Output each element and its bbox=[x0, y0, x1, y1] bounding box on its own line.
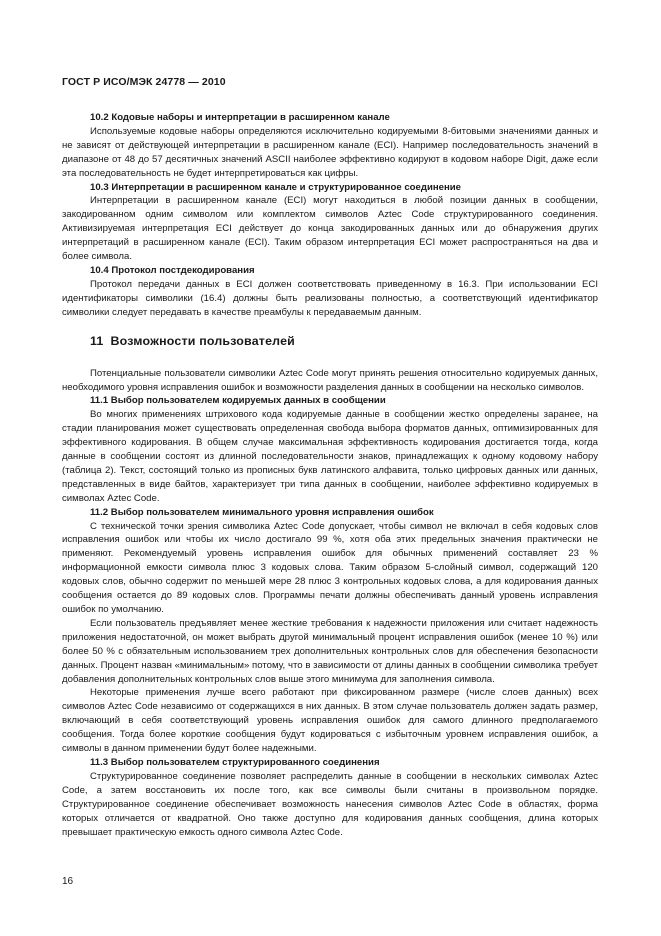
section-10-3-paragraph: Интерпретации в расширенном канале (ECI) могут находиться в любой позиции данных в сообщении, закодированном одним символом или комплектом символов Aztec Code структурированного соединения. Активизируемая интерпретация ECI действует до конца закодированных данных или до обнаружения других интерпретаций в расширенном канале (ECI). Таким образом интерпретация ECI может распространяться на два и более символа. bbox=[62, 195, 598, 263]
section-10-4-heading: 10.4 Протокол постдекодирования bbox=[90, 264, 255, 276]
section-11-3-paragraph: Структурированное соединение позволяет распределить данные в сообщении в нескольких символах Aztec Code, а затем восстановить их после того, как все символы были считаны в произвольном порядке. Структурированное соединение обеспечивает возможность нанесения символов Aztec Code в областях, форма которых отличается от квадратной. Оно также доступно для кодирования данных сообщения, длина которых превышает практическую емкость одного символа Aztec Code. bbox=[62, 770, 598, 838]
section-11-number: 11 bbox=[90, 333, 104, 348]
standard-header: ГОСТ Р ИСО/МЭК 24778 — 2010 bbox=[62, 76, 226, 88]
section-11-2-paragraph-2: Если пользователь предъявляет менее жесткие требования к надежности приложения или считает надежность приложения недостаточной, он может выбрать другой минимальный процент исправления ошибок (менее 10 %) или более 50 % с обязательным использованием трех дополнительных контрольных слов для обеспечения безопасности данных. Процент назван «минимальным» потому, что в зависимости от длины данных в сообщении символика требует добавления дополнительных контрольных слов выше этого минимума для заполнения символа. bbox=[62, 617, 598, 685]
section-11-2-paragraph-1: С технической точки зрения символика Aztec Code допускает, чтобы символ не включал в себя кодовых слов исправления ошибок или чтобы их число достигало 99 %, хотя оба этих предельных значения практически не применяют. Рекомендуемый уровень исправления ошибок для обычных применений составляет 23 % информационной емкости символа плюс 3 кодовых слова. Таким образом 5-слойный символ, содержащий 120 кодовых слов, обычно содержит по меньшей мере 28 плюс 3 контрольных кодовых слова, а для кодирования данных сообщения остается до 89 кодовых слов. Программы печати должны обеспечивать данный уровень исправления ошибок по умолчанию. bbox=[62, 520, 598, 615]
section-11-1-heading: 11.1 Выбор пользователем кодируемых данных в сообщении bbox=[90, 395, 386, 407]
section-11-3-heading: 11.3 Выбор пользователем структурированного соединения bbox=[90, 756, 380, 768]
page-content bbox=[62, 111, 598, 839]
section-11-paragraph: Потенциальные пользователи символики Aztec Code могут принять решения относительно кодируемых данных, необходимого уровня исправления ошибок и возможности разделения данных в сообщении на несколько символов. bbox=[62, 367, 598, 393]
section-11-heading bbox=[62, 333, 598, 349]
section-11-2-paragraph-3: Некоторые применения лучше всего работают при фиксированном размере (числе слоев данных) всех символов Aztec Code независимо от содержащихся в них данных. В этом случае пользователь должен задать размер, включающий в себя соответствующий уровень исправления ошибок для самого длинного предполагаемого сообщения. Тогда более короткие сообщения будут кодироваться с избыточным уровнем исправления ошибок, а символы в данном применении будут более надежными. bbox=[62, 687, 598, 755]
section-10-3-heading: 10.3 Интерпретации в расширенном канале и структурированное соединение bbox=[90, 181, 462, 193]
section-10-4-paragraph: Протокол передачи данных в ECI должен соответствовать приведенному в 16.3. При использовании ECI идентификаторы символики (16.4) должны быть реализованы полностью, а соответствующий идентификатор символики следует передавать в качестве преамбулы к передаваемым данным. bbox=[62, 278, 598, 318]
page-number: 16 bbox=[62, 876, 74, 887]
section-11-2-heading: 11.2 Выбор пользователем минимального уровня исправления ошибок bbox=[90, 506, 434, 518]
section-11-1-paragraph: Во многих применениях штрихового кода кодируемые данные в сообщении жестко определены заранее, на стадии планирования может существовать определенная свобода выбора форматов данных, оптимизированных для эффективного кодирования. В общем случае максимальная эффективность кодирования достигается тогда, когда данные в сообщении состоят из длинной последовательности знаков, принадлежащих к одному кодовому набору (таблица 2). Текст, состоящий только из прописных букв латинского алфавита, только цифровых данных или данных, представленных в виде байтов, характеризует три типа данных в сообщении, наиболее эффективно кодируемых в символах Aztec Code. bbox=[62, 409, 598, 504]
section-10-2-paragraph: Используемые кодовые наборы определяются исключительно кодируемыми 8-битовыми значениями данных и не зависят от действующей интерпретации в расширенном канале (ECI). Например последовательность значений в диапазоне от 48 до 57 десятичных значений ASCII наиболее эффективно кодируют в кодовом наборе Digit, даже если эта последовательность не будет интерпретироваться как цифры. bbox=[62, 125, 598, 179]
section-11-title: Возможности пользователей bbox=[110, 333, 295, 348]
section-10-2-heading: 10.2 Кодовые наборы и интерпретации в расширенном канале bbox=[90, 112, 390, 123]
